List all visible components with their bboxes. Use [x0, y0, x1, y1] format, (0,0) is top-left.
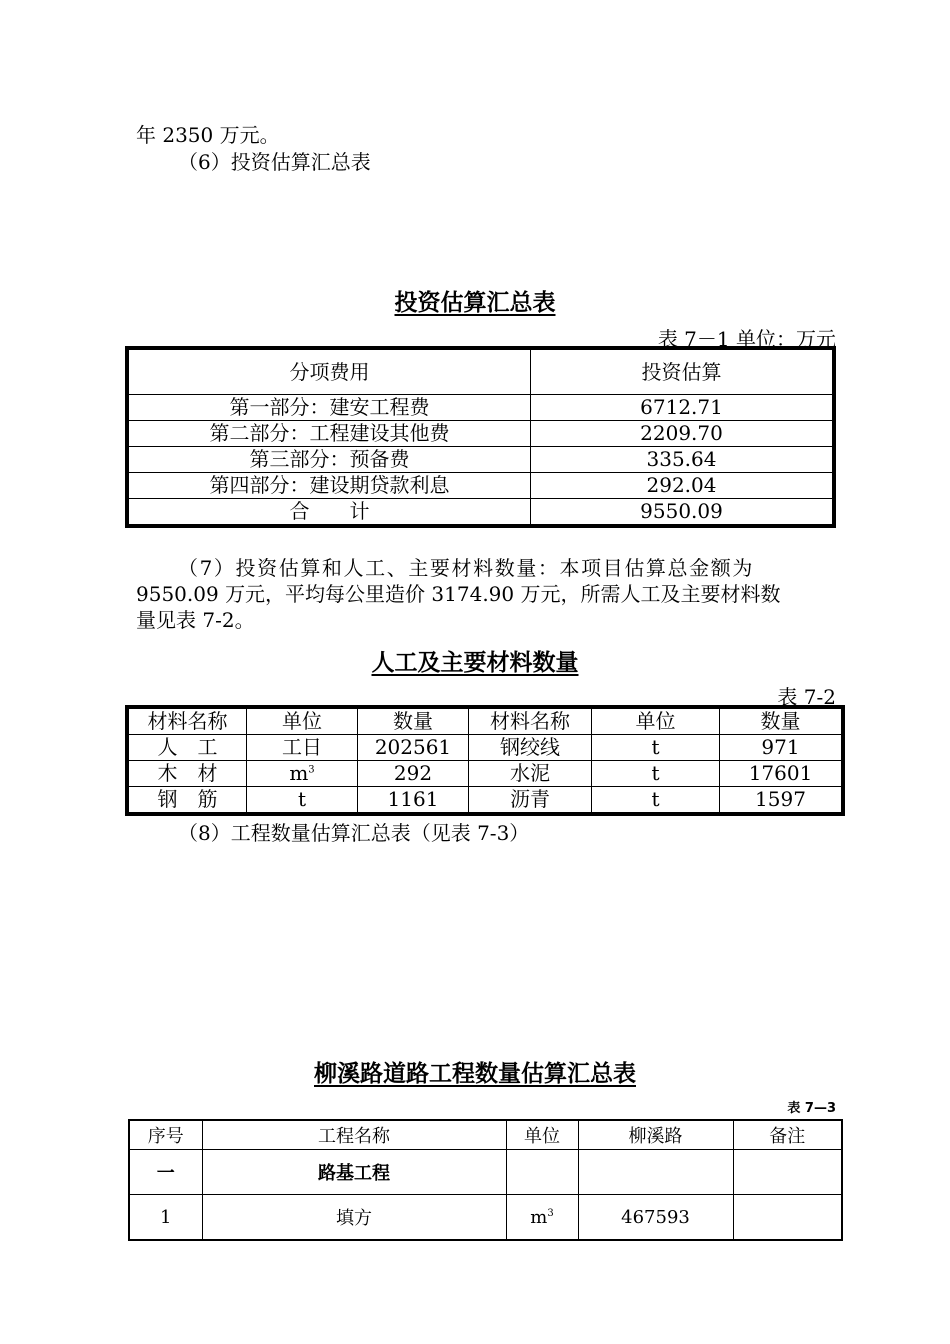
- header-cell: 单位: [592, 709, 720, 735]
- header-cell: 备注: [733, 1120, 842, 1150]
- table-header-row: [129, 709, 842, 735]
- table-cell: 水泥: [469, 761, 592, 787]
- table-cell: 钢 筋: [129, 787, 247, 813]
- table-cell: 9550.09: [531, 499, 833, 525]
- table3-title: 柳溪路道路工程数量估算汇总表: [314, 1061, 636, 1087]
- table-cell: 1161: [358, 787, 469, 813]
- table-cell: t: [592, 787, 720, 813]
- table-cell: 钢绞线: [469, 735, 592, 761]
- table-cell: 填方: [202, 1195, 506, 1241]
- table-cell: 第三部分：预备费: [129, 447, 531, 473]
- header-cell: 单位: [247, 709, 358, 735]
- unit-text: m: [289, 761, 309, 785]
- table-cell: 木 材: [129, 761, 247, 787]
- table-header-row: [129, 1120, 842, 1150]
- para7-line-2: 9550.09 万元，平均每公里造价 3174.90 万元，所需人工及主要材料数: [136, 582, 781, 606]
- table-cell: 一: [129, 1150, 202, 1195]
- header-cell: 数量: [358, 709, 469, 735]
- table-cell: 路基工程: [202, 1150, 506, 1195]
- table-row: [129, 447, 833, 473]
- table-cell: 沥青: [469, 787, 592, 813]
- table-cell: 第二部分：工程建设其他费: [129, 421, 531, 447]
- table3-note: [700, 1097, 836, 1116]
- labor-materials-table: [128, 708, 842, 813]
- table-row: [129, 1195, 842, 1241]
- table-cell: [506, 1195, 578, 1241]
- table1-title: 投资估算汇总表: [394, 290, 556, 316]
- table-row: [129, 787, 842, 813]
- table-cell: [506, 1150, 578, 1195]
- table-cell: t: [592, 735, 720, 761]
- quantity-summary-table: [128, 1119, 843, 1241]
- table-cell: 335.64: [531, 447, 833, 473]
- table-row: [129, 761, 842, 787]
- table-cell: 合 计: [129, 499, 531, 525]
- table-cell: [733, 1195, 842, 1241]
- unit-superscript: 3: [308, 764, 315, 776]
- table-cell: 292.04: [531, 473, 833, 499]
- header-cell: 序号: [129, 1120, 202, 1150]
- header-cell: 柳溪路: [578, 1120, 733, 1150]
- unit-superscript: 3: [547, 1207, 554, 1219]
- table-cell: 第四部分：建设期贷款利息: [129, 473, 531, 499]
- table-cell: 6712.71: [531, 395, 833, 421]
- para8-line: （8）工程数量估算汇总表（见表 7-3）: [178, 821, 530, 845]
- para7-line-1: （7）投资估算和人工、主要材料数量：本项目估算总金额为: [178, 556, 754, 580]
- header-cell: 单位: [506, 1120, 578, 1150]
- header-cell: 材料名称: [129, 709, 247, 735]
- table3-note-text: 表 7—3: [787, 1101, 836, 1116]
- header-cell: 分项费用: [129, 350, 531, 395]
- table-row: [129, 735, 842, 761]
- investment-summary-table: [128, 349, 833, 525]
- table-cell: [247, 761, 358, 787]
- table-cell: 1: [129, 1195, 202, 1241]
- intro-line-2: （6）投资估算汇总表: [178, 150, 371, 174]
- intro-line-1: 年 2350 万元。: [136, 123, 280, 147]
- header-cell: 工程名称: [202, 1120, 506, 1150]
- table-row-total: [129, 499, 833, 525]
- table1-note: 表 7－1 单位：万元: [657, 327, 836, 351]
- table-cell: 2209.70: [531, 421, 833, 447]
- table-row: [129, 473, 833, 499]
- header-cell: 投资估算: [531, 350, 833, 395]
- header-cell: 材料名称: [469, 709, 592, 735]
- table-row: [129, 421, 833, 447]
- table-cell: 17601: [720, 761, 842, 787]
- table-cell: 1597: [720, 787, 842, 813]
- table-cell: t: [592, 761, 720, 787]
- table-header-row: [129, 350, 833, 395]
- table-cell: 工日: [247, 735, 358, 761]
- header-cell: 数量: [720, 709, 842, 735]
- table-cell: 292: [358, 761, 469, 787]
- table-cell: 202561: [358, 735, 469, 761]
- unit-text: m: [530, 1206, 548, 1228]
- table-row: [129, 395, 833, 421]
- table2-note: 表 7-2: [777, 685, 836, 709]
- table-cell: 人 工: [129, 735, 247, 761]
- table-cell: [578, 1150, 733, 1195]
- para7-line-3: 量见表 7-2。: [136, 608, 255, 632]
- table-cell: [733, 1150, 842, 1195]
- table-cell: 第一部分：建安工程费: [129, 395, 531, 421]
- table-cell: 971: [720, 735, 842, 761]
- table-row: [129, 1150, 842, 1195]
- table2-title: 人工及主要材料数量: [371, 650, 579, 676]
- table-cell: t: [247, 787, 358, 813]
- table-cell: 467593: [578, 1195, 733, 1241]
